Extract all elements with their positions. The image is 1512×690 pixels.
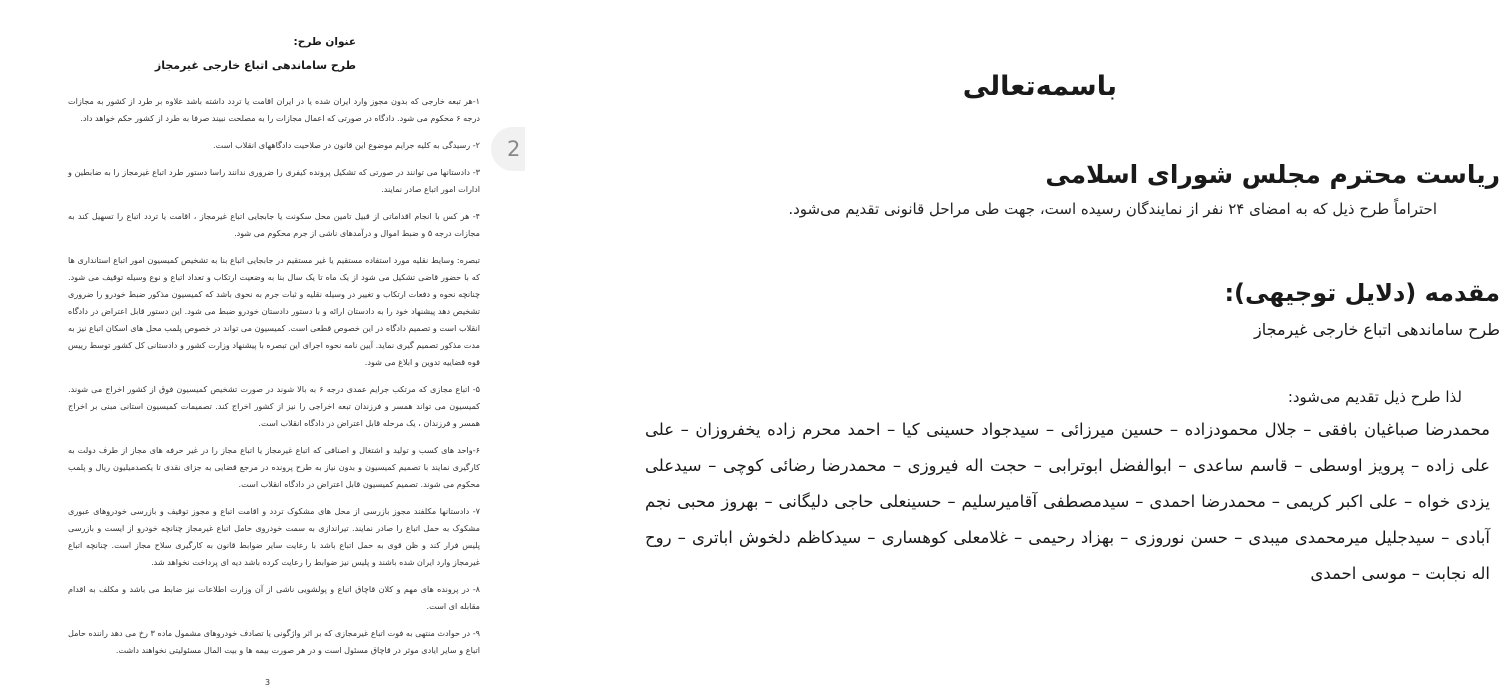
clause-7: ۷- دادستانها مکلفند مجوز بازرسی از محل های مشکوک تردد و اقامت اتباع و مجوز توقیف و بازرسی خودروهای عبوری مشکوک به حمل اتباع را صادر نمایند. تیراندازی به سمت خودروی حامل اتباع غیرمجاز چنانچه خودرو از ایست و بازرسی پلیس فرار کند و ظن قوی به حمل اتباع باشد با رعایت سایر ضوابط قانون به کارگیری سلاح مجاز است. چنانچه اتباع غیرمجاز وارد ایران شده باشند و پلیس نیز ضوابط را رعایت کرده باشد دیه ای پرداخت نخواهد شد. bbox=[68, 506, 480, 567]
clause-4: ۴- هر کس با انجام اقداماتی از قبیل تامین محل سکونت یا جابجایی اتباع غیرمجاز ، اقامت یا تردد اتباع را تسهیل کند به مجازات درجه ۵ و ضبط اموال و درآمدهای ناشی از جرم محکوم می شود. bbox=[68, 211, 480, 238]
justification-heading: مقدمه (دلایل توجیهی): bbox=[1224, 279, 1500, 307]
clause-9: ۹- در حوادث منتهی به فوت اتباع غیرمجازی که بر اثر واژگونی یا تصادف خودروهای مشمول ماده ۳ رخ می دهد راننده حامل اتباع و سایر ایادی موثر در قاچاق مسئول است و در هر صورت بیمه ها و بیت المال مسئولیتی نخواهند داشت. bbox=[68, 628, 480, 655]
recipient-heading: ریاست محترم مجلس شورای اسلامی bbox=[1045, 160, 1500, 189]
submit-line: لذا طرح ذیل تقدیم می‌شود: bbox=[1287, 388, 1462, 406]
clause-1: ۱-هر تبعه خارجی که بدون مجوز وارد ایران شده یا در ایران اقامت یا تردد داشته باشد علاوه بر طرد از کشور به مجازات درجه ۶ محکوم می شود. دادگاه در صورتی که اعمال مجازات را به مصلحت نبیند صرفا به طرد از کشور حکم خواهد داد. bbox=[68, 96, 480, 123]
page-number-badge[interactable]: 2 bbox=[491, 127, 541, 171]
clause-5: ۵- اتباع مجازی که مرتکب جرایم عمدی درجه ۶ به بالا شوند در صورت تشخیص کمیسیون فوق از کشور اخراج می شوند. کمیسیون می تواند همسر و فرزندان تبعه اخراجی را نیز از کشور اخراج کند. تصمیمات کمیسیون استانی مبنی بر اخراج همسر و فرزندان ، یک مرحله قابل اعتراض در دادگاه انقلاب است. bbox=[68, 384, 480, 428]
right-document-page bbox=[525, 0, 1512, 690]
plan-title-label: عنوان طرح: bbox=[293, 36, 356, 48]
plan-subtitle: طرح ساماندهی اتباع خارجی غیرمجاز bbox=[154, 59, 356, 72]
greeting-heading: باسمه‌تعالی bbox=[962, 71, 1117, 102]
clause-6: ۶-واحد های کسب و تولید و اشتغال و اصنافی که اتباع غیرمجاز یا اتباع مجاز را در غیر حرفه های مجاز از طرف دولت به کارگیری نمایند با تصمیم کمیسیون و بدون نیاز به طرح پرونده در مرجع قضایی به جزای نقدی تا یکصدمیلیون ریال و پلمب محکوم می شوند. تصمیم کمیسیون قابل اعتراض در دادگاه انقلاب است. bbox=[68, 445, 480, 489]
clauses-list bbox=[68, 93, 480, 669]
clause-note: تبصره: وسایط نقلیه مورد استفاده مستقیم یا غیر مستقیم در جابجایی اتباع بنا به تشخیص کمیسیون امور اتباع استانداری ها که با حضور قاضی تشکیل می شود از یک ماه تا یک سال بنا به وضعیت ارتکاب و تعداد اتباع و نوع وسیله توقیف می شود. چنانچه نحوه و دفعات ارتکاب و تغییر در وسیله نقلیه و ثبات جرم به نحوی باشد که کمیسیون مذکور ضبط خودرو را ضروری تشخیص دهد پیشنهاد خود را به دادستان ارائه و با دستور دادستان خودرو ضبط می شود. این دستور قابل اعتراض در دادگاه انقلاب است و تصمیم دادگاه در این خصوص قطعی است. کمیسیون می تواند در خصوص پلمب محل های اسکان اتباع نیز به مدت مذکور تصمیم گیری نماید. آیین نامه نحوه اجرای این تبصره با پیشنهاد وزارت کشور و دادستانی کل کشور توسط رییس قوه قضاییه تدوین و ابلاغ می شود. bbox=[68, 255, 480, 367]
page-number: 3 bbox=[265, 678, 271, 687]
plan-title-text: طرح ساماندهی اتباع خارجی غیرمجاز bbox=[1254, 320, 1500, 339]
left-document-page bbox=[0, 0, 490, 690]
clause-3: ۳- دادستانها می توانند در صورتی که تشکیل پرونده کیفری را ضروری ندانند راسا دستور طرد اتباع غیرمجاز را به ضابطین و ادارات امور اتباع صادر نمایند. bbox=[68, 167, 480, 194]
intro-paragraph: احتراماً طرح ذیل که به امضای ۲۴ نفر از نمایندگان رسیده است، جهت طی مراحل قانونی تقدیم می‌شود. bbox=[788, 200, 1437, 218]
clause-8: ۸- در پرونده های مهم و کلان قاچاق اتباع و پولشویی ناشی از آن وزارت اطلاعات نیز ضابط می باشد و مکلف به اقدام مقابله ای است. bbox=[68, 584, 480, 611]
signatories-list: محمدرضا صباغیان بافقی – جلال محمودزاده – حسین میرزائی – سیدجواد حسینی کیا – احمد محرم زاده یخفروزان – علی علی زاده – پرویز اوسطی – قاسم ساعدی – ابوالفضل ابوترابی – حجت اله فیروزی – محمدرضا رضائی کوچی – سیدعلی یزدی خواه – علی اکبر کریمی – محمدرضا احمدی – سیدمصطفی آقامیرسلیم – حسینعلی حاجی دلیگانی – بهروز محبی نجم آبادی – سیدجلیل میرمحمدی میبدی – حسن نوروزی – بهزاد رحیمی – غلامعلی کوهساری – سیدکاظم دلخوش اباتری – روح اله نجابت – موسی احمدی bbox=[645, 420, 1490, 583]
clause-2: ۲- رسیدگی به کلیه جرایم موضوع این قانون در صلاحیت دادگاههای انقلاب است. bbox=[213, 140, 480, 150]
